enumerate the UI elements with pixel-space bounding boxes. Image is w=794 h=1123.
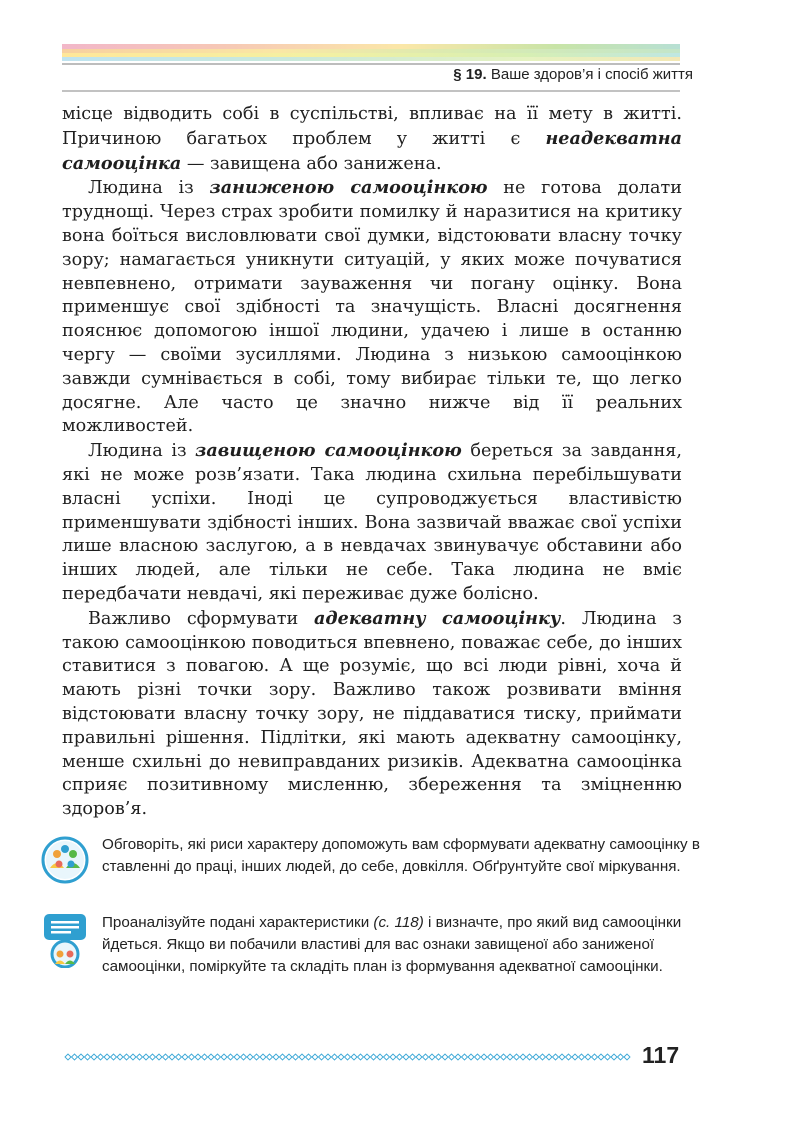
main-text [62, 103, 682, 822]
paragraph-text: — завищена або занижена. [181, 153, 442, 174]
header-gray-rule [62, 63, 680, 65]
analysis-chat-icon [40, 912, 90, 968]
page-reference: (с. 118) [373, 914, 424, 931]
page-number: 117 [642, 1042, 680, 1068]
paragraph-text: . Людина з такою самооцінкою поводиться впевнено, поважає себе, до інших ставитися з повагою. А ще розуміє, що всі люди рівні, хоча й мають різні точки зору. Важливо також розвивати вміння відстоювати власну точку зору, не піддаватися тиску, приймати правильні рішення. Підлітки, які мають адекватну самооцінку, менше схильні до невиправданих ризиків. Адекватна самооцінка сприяє позитивному мисленню, збереження та зміцненню здоров’я. [62, 608, 682, 820]
key-term: заниженою самооцінкою [209, 177, 488, 199]
section-title: Ваше здоров’я і спосіб життя [490, 66, 693, 83]
key-term: завищеною самооцінкою [195, 440, 462, 462]
paragraph [62, 103, 682, 176]
task-analyze-text [102, 912, 722, 978]
paragraph-text: місце відводить собі в суспільстві, впливає на її мету в житті. Причиною багатьох проблем у житті є [62, 104, 682, 149]
task-discuss-text: Обговоріть, які риси характеру допоможуть вам сформувати адекватну самооцінку в ставленні до праці, інших людей, до себе, довкілля. Обґрунтуйте свої міркування. [102, 836, 700, 875]
task-analyze-text-end: і визначте, про який вид самооцінки йдеться. Якщо ви побачили властиві для вас ознаки завищеної або заниженої самооцінки, поміркуйте та складіть план із формування адекватної самооцінки. [102, 914, 682, 975]
footer-diamond-border [62, 1051, 632, 1063]
key-term: адекватну самооцінку [314, 607, 561, 629]
paragraph-text: береться за завдання, які не може розв’язати. Така людина схильна перебільшувати власні успіхи. Іноді це супроводжується властивістю применшувати здібності інших. Вона зазвичай вважає свої успіхи лише власною заслугою, а в невдачах звинувачує обставини або інших людей, але тільки не себе. Така людина не вміє передбачати невдачі, які переживає дуже болісно. [62, 441, 682, 604]
paragraph-text: Людина із [88, 178, 210, 199]
heading-rule [62, 90, 680, 92]
paragraph-text: не готова долати труднощі. Через страх зробити помилку й наразитися на критику вона боїться висловлювати свої думки, відстоювати власну точку зору; намагається уникнути ситуацій, у яких може почуватися невпевнено, отримати зауваження чи погану оцінку. Вона применшує свої здібності та значущість. Власні досягнення пояснює допомогою іншої людини, удачею і лише в останню чергу — своїми зусиллями. Людина з низькою самооцінкою завжди сумнівається в собі, тому вибирає тільки те, що легко досягне. Але часто це значно нижче від її реальних можливостей. [62, 178, 682, 437]
paragraph-text: Людина із [88, 441, 196, 462]
discussion-group-icon [40, 834, 90, 884]
section-heading [453, 66, 693, 83]
paragraph-text: Важливо сформувати [88, 608, 315, 629]
key-term: неадекватна самооцінка [62, 127, 682, 174]
section-number: § 19. [453, 66, 487, 83]
header-color-band [62, 44, 680, 62]
paragraph [62, 176, 682, 439]
paragraph [62, 439, 682, 607]
paragraph [62, 607, 682, 822]
task-analyze-text-start: Проаналізуйте подані характеристики [102, 914, 374, 931]
